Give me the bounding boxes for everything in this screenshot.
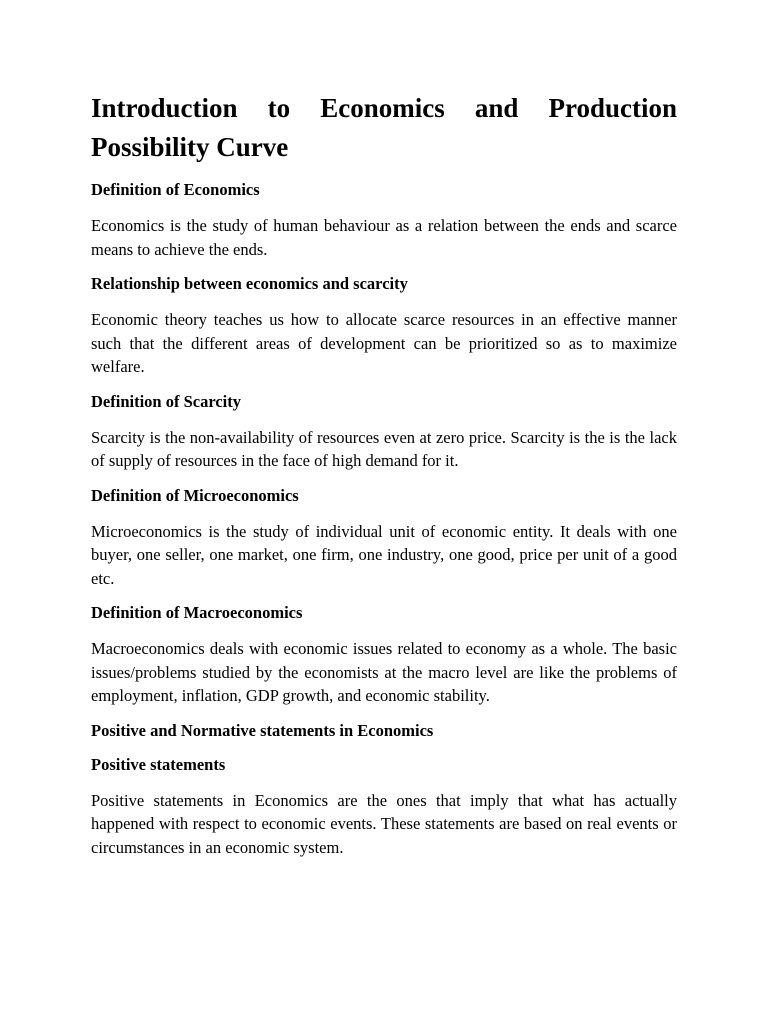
document-title-line-2: Possibility Curve bbox=[91, 132, 289, 162]
heading-positive-and-normative-statements: Positive and Normative statements in Economics bbox=[91, 720, 434, 740]
document-title-line-1: Introduction to Economics and Production bbox=[91, 93, 677, 123]
paragraph-definition-of-microeconomics: Microeconomics is the study of individual unit of economic entity. It deals with one buyer, one seller, one market, one firm, one industry, one good, price per unit of a good etc. bbox=[91, 521, 677, 588]
heading-definition-of-macroeconomics: Definition of Macroeconomics bbox=[91, 603, 303, 622]
paragraph-definition-of-macroeconomics: Macroeconomics deals with economic issues related to economy as a whole. The basic issues/problems studied by the economists at the macro level are like the problems of employment, inflation, GDP growth, and economic stability. bbox=[91, 639, 677, 705]
paragraph-definition-of-economics: Economics is the study of human behaviour as a relation between the ends and scarce means to achieve the ends. bbox=[91, 216, 677, 259]
document-title bbox=[91, 89, 677, 167]
heading-positive-statements: Positive statements bbox=[91, 754, 226, 774]
heading-definition-of-economics: Definition of Economics bbox=[91, 180, 260, 199]
document-page bbox=[91, 89, 677, 872]
heading-definition-of-microeconomics: Definition of Microeconomics bbox=[91, 485, 299, 505]
heading-definition-of-scarcity: Definition of Scarcity bbox=[91, 391, 242, 411]
paragraph-definition-of-scarcity: Scarcity is the non-availability of resources even at zero price. Scarcity is the is the lack of supply of resources in the face of high demand for it. bbox=[91, 427, 677, 470]
heading-economics-and-scarcity: Relationship between economics and scarcity bbox=[91, 274, 408, 293]
paragraph-economics-and-scarcity: Economic theory teaches us how to allocate scarce resources in an effective manner such that the different areas of development can be prioritized so as to maximize welfare. bbox=[91, 310, 677, 376]
paragraph-positive-statements: Positive statements in Economics are the ones that imply that what has actually happened with respect to economic events. These statements are based on real events or circumstances in an economic system. bbox=[91, 790, 677, 857]
